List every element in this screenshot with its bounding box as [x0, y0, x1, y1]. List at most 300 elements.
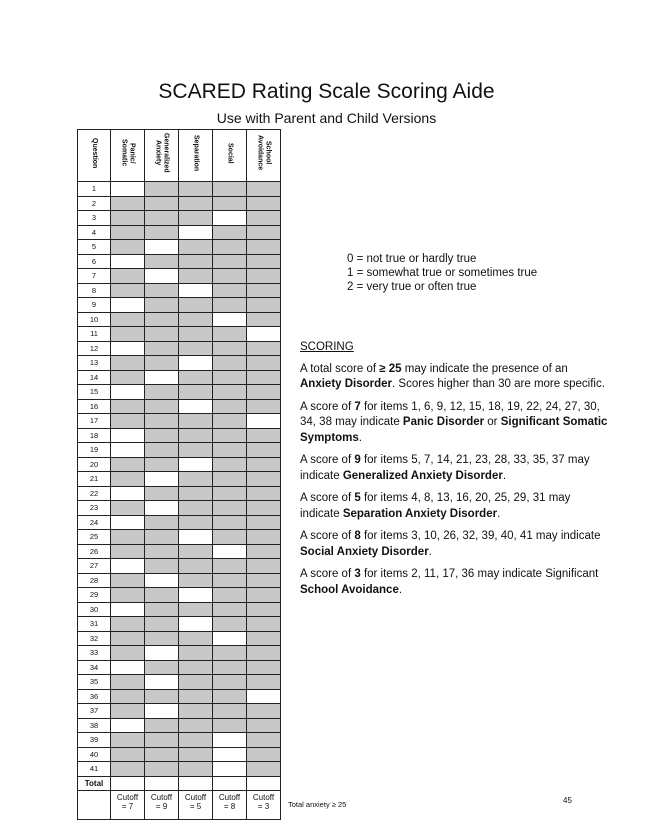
question-number: 28 [78, 573, 111, 588]
table-row [78, 443, 281, 458]
table-row [78, 225, 281, 240]
shaded-cell [213, 443, 247, 458]
score-cell[interactable] [213, 544, 247, 559]
shaded-cell [179, 472, 213, 487]
shaded-cell [145, 559, 179, 574]
shaded-cell [247, 211, 281, 226]
score-cell[interactable] [145, 472, 179, 487]
shaded-cell [247, 298, 281, 313]
score-cell[interactable] [111, 718, 145, 733]
page-subtitle: Use with Parent and Child Versions [216, 110, 437, 126]
total-cell[interactable] [247, 776, 281, 790]
shaded-cell [111, 225, 145, 240]
table-row [78, 733, 281, 748]
score-cell[interactable] [179, 225, 213, 240]
score-cell[interactable] [145, 704, 179, 719]
scoring-social: A score of 8 for items 3, 10, 26, 32, 39, 40, 41 may indicate Social Anxiety Disorder. [300, 530, 601, 558]
question-number: 7 [78, 269, 111, 284]
header-school-avoidance: School Avoidance [247, 130, 281, 182]
shaded-cell [213, 356, 247, 371]
score-cell[interactable] [179, 283, 213, 298]
scoring-panic: A score of 7 for items 1, 6, 9, 12, 15, 18, 19, 22, 24, 27, 30, 34, 38 may indicate Panic Disorder or Significant Somatic Symptoms. [300, 400, 608, 444]
shaded-cell [145, 399, 179, 414]
header-generalized-anxiety: Generalized Anxiety [145, 130, 179, 182]
table-row [78, 370, 281, 385]
shaded-cell [213, 341, 247, 356]
shaded-cell [247, 544, 281, 559]
shaded-cell [213, 675, 247, 690]
shaded-cell [213, 515, 247, 530]
question-number: 13 [78, 356, 111, 371]
shaded-cell [179, 254, 213, 269]
score-cell[interactable] [145, 646, 179, 661]
total-cell[interactable] [111, 776, 145, 790]
score-cell[interactable] [213, 312, 247, 327]
shaded-cell [111, 501, 145, 516]
question-number: 19 [78, 443, 111, 458]
table-row [78, 428, 281, 443]
shaded-cell [247, 254, 281, 269]
page-title: SCARED Rating Scale Scoring Aide [158, 80, 495, 103]
shaded-cell [213, 196, 247, 211]
shaded-cell [179, 573, 213, 588]
table-row [78, 327, 281, 342]
table-row [78, 283, 281, 298]
shaded-cell [247, 530, 281, 545]
table-row [78, 501, 281, 516]
shaded-cell [213, 718, 247, 733]
shaded-cell [179, 428, 213, 443]
question-number: 1 [78, 182, 111, 197]
question-number: 36 [78, 689, 111, 704]
score-cell[interactable] [145, 240, 179, 255]
shaded-cell [145, 283, 179, 298]
question-number: 22 [78, 486, 111, 501]
table-row [78, 312, 281, 327]
shaded-cell [213, 588, 247, 603]
shaded-cell [145, 457, 179, 472]
shaded-cell [179, 327, 213, 342]
table-row [78, 341, 281, 356]
shaded-cell [213, 385, 247, 400]
question-number: 40 [78, 747, 111, 762]
shaded-cell [213, 457, 247, 472]
shaded-cell [145, 211, 179, 226]
question-number: 21 [78, 472, 111, 487]
shaded-cell [247, 240, 281, 255]
table-row [78, 472, 281, 487]
shaded-cell [247, 312, 281, 327]
shaded-cell [247, 501, 281, 516]
shaded-cell [145, 486, 179, 501]
shaded-cell [179, 704, 213, 719]
shaded-cell [145, 327, 179, 342]
shaded-cell [247, 559, 281, 574]
cutoff-row [78, 790, 281, 819]
question-number: 33 [78, 646, 111, 661]
shaded-cell [213, 530, 247, 545]
shaded-cell [247, 675, 281, 690]
table-row [78, 660, 281, 675]
shaded-cell [213, 501, 247, 516]
question-number: 41 [78, 762, 111, 777]
shaded-cell [145, 428, 179, 443]
shaded-cell [213, 486, 247, 501]
table-row [78, 399, 281, 414]
score-cell[interactable] [145, 501, 179, 516]
shaded-cell [111, 472, 145, 487]
shaded-cell [247, 733, 281, 748]
table-row [78, 747, 281, 762]
shaded-cell [179, 501, 213, 516]
score-cell[interactable] [111, 341, 145, 356]
table-row [78, 486, 281, 501]
shaded-cell [247, 660, 281, 675]
shaded-cell [145, 225, 179, 240]
table-row [78, 559, 281, 574]
question-number: 31 [78, 617, 111, 632]
shaded-cell [111, 240, 145, 255]
question-number: 29 [78, 588, 111, 603]
question-number: 16 [78, 399, 111, 414]
shaded-cell [213, 573, 247, 588]
score-cell[interactable] [145, 675, 179, 690]
shaded-cell [179, 762, 213, 777]
scoring-generalized: A score of 9 for items 5, 7, 14, 21, 23, 28, 33, 35, 37 may indicate Generalized Anxiety Disorder. [300, 454, 590, 482]
shaded-cell [213, 269, 247, 284]
question-number: 5 [78, 240, 111, 255]
table-row [78, 182, 281, 197]
shaded-cell [145, 341, 179, 356]
score-cell[interactable] [111, 443, 145, 458]
score-cell[interactable] [179, 356, 213, 371]
shaded-cell [111, 573, 145, 588]
shaded-cell [247, 196, 281, 211]
header-separation: Separation [179, 130, 213, 182]
shaded-cell [111, 196, 145, 211]
score-cell[interactable] [179, 530, 213, 545]
score-cell[interactable] [247, 327, 281, 342]
table-row [78, 298, 281, 313]
score-cell[interactable] [111, 486, 145, 501]
scoring-grid [77, 129, 281, 820]
shaded-cell [145, 515, 179, 530]
shaded-cell [247, 457, 281, 472]
shaded-cell [213, 472, 247, 487]
cutoff-label: Cutoff = 7 [111, 790, 145, 819]
shaded-cell [145, 689, 179, 704]
header-social: Social [213, 130, 247, 182]
shaded-cell [179, 341, 213, 356]
table-row [78, 196, 281, 211]
question-number: 25 [78, 530, 111, 545]
table-row [78, 414, 281, 429]
score-cell[interactable] [145, 573, 179, 588]
total-cell[interactable] [213, 776, 247, 790]
shaded-cell [111, 675, 145, 690]
legend-item: 0 = not true or hardly true [347, 253, 477, 265]
shaded-cell [145, 762, 179, 777]
header-question: Question [78, 130, 111, 182]
shaded-cell [145, 602, 179, 617]
score-cell[interactable] [213, 733, 247, 748]
question-number: 24 [78, 515, 111, 530]
shaded-cell [179, 240, 213, 255]
shaded-cell [179, 733, 213, 748]
shaded-cell [247, 631, 281, 646]
shaded-cell [213, 660, 247, 675]
shaded-cell [111, 704, 145, 719]
table-row [78, 689, 281, 704]
grid-header-row [78, 130, 281, 182]
table-row [78, 718, 281, 733]
shaded-cell [247, 573, 281, 588]
shaded-cell [179, 675, 213, 690]
shaded-cell [145, 747, 179, 762]
question-number: 9 [78, 298, 111, 313]
shaded-cell [145, 660, 179, 675]
shaded-cell [111, 457, 145, 472]
table-row [78, 762, 281, 777]
cutoff-label: Cutoff = 5 [179, 790, 213, 819]
shaded-cell [247, 762, 281, 777]
shaded-cell [247, 269, 281, 284]
score-cell[interactable] [111, 385, 145, 400]
score-cell[interactable] [213, 211, 247, 226]
shaded-cell [179, 269, 213, 284]
total-label: Total [78, 776, 111, 790]
table-row [78, 602, 281, 617]
shaded-cell [145, 182, 179, 197]
shaded-cell [111, 588, 145, 603]
shaded-cell [179, 544, 213, 559]
shaded-cell [179, 559, 213, 574]
shaded-cell [213, 617, 247, 632]
question-number: 14 [78, 370, 111, 385]
shaded-cell [145, 617, 179, 632]
shaded-cell [247, 182, 281, 197]
table-row [78, 631, 281, 646]
shaded-cell [145, 385, 179, 400]
shaded-cell [247, 428, 281, 443]
question-number: 15 [78, 385, 111, 400]
cutoff-label: Cutoff = 8 [213, 790, 247, 819]
table-row [78, 515, 281, 530]
score-cell[interactable] [111, 559, 145, 574]
shaded-cell [179, 689, 213, 704]
shaded-cell [179, 646, 213, 661]
shaded-cell [111, 399, 145, 414]
question-number: 18 [78, 428, 111, 443]
score-cell[interactable] [179, 457, 213, 472]
shaded-cell [247, 443, 281, 458]
shaded-cell [111, 631, 145, 646]
shaded-cell [247, 747, 281, 762]
shaded-cell [145, 196, 179, 211]
total-anxiety-note: Total anxiety ≥ 25 [288, 800, 347, 809]
question-number: 4 [78, 225, 111, 240]
shaded-cell [111, 327, 145, 342]
shaded-cell [247, 588, 281, 603]
table-row [78, 704, 281, 719]
table-row [78, 240, 281, 255]
shaded-cell [213, 225, 247, 240]
shaded-cell [145, 298, 179, 313]
shaded-cell [145, 733, 179, 748]
cutoff-label: Cutoff = 3 [247, 790, 281, 819]
shaded-cell [179, 182, 213, 197]
question-number: 37 [78, 704, 111, 719]
shaded-cell [179, 443, 213, 458]
question-number: 2 [78, 196, 111, 211]
shaded-cell [145, 414, 179, 429]
shaded-cell [145, 544, 179, 559]
shaded-cell [111, 312, 145, 327]
shaded-cell [213, 689, 247, 704]
shaded-cell [179, 196, 213, 211]
score-cell[interactable] [111, 515, 145, 530]
shaded-cell [213, 399, 247, 414]
cutoff-blank [78, 790, 111, 819]
score-cell[interactable] [247, 689, 281, 704]
total-cell[interactable] [179, 776, 213, 790]
shaded-cell [179, 385, 213, 400]
score-cell[interactable] [179, 588, 213, 603]
table-row [78, 617, 281, 632]
score-cell[interactable] [213, 762, 247, 777]
shaded-cell [179, 370, 213, 385]
shaded-cell [247, 399, 281, 414]
score-cell[interactable] [145, 269, 179, 284]
shaded-cell [247, 225, 281, 240]
shaded-cell [111, 617, 145, 632]
shaded-cell [213, 602, 247, 617]
score-cell[interactable] [213, 747, 247, 762]
total-cell[interactable] [145, 776, 179, 790]
shaded-cell [213, 370, 247, 385]
score-cell[interactable] [247, 414, 281, 429]
shaded-cell [145, 718, 179, 733]
question-number: 10 [78, 312, 111, 327]
question-number: 27 [78, 559, 111, 574]
shaded-cell [179, 312, 213, 327]
table-row [78, 530, 281, 545]
table-row [78, 211, 281, 226]
shaded-cell [213, 414, 247, 429]
shaded-cell [179, 515, 213, 530]
shaded-cell [145, 588, 179, 603]
shaded-cell [213, 254, 247, 269]
question-number: 3 [78, 211, 111, 226]
shaded-cell [247, 486, 281, 501]
shaded-cell [247, 283, 281, 298]
question-number: 8 [78, 283, 111, 298]
question-number: 38 [78, 718, 111, 733]
score-cell[interactable] [111, 660, 145, 675]
scoring-heading: SCORING [300, 341, 354, 353]
table-row [78, 254, 281, 269]
shaded-cell [145, 312, 179, 327]
table-row [78, 588, 281, 603]
shaded-cell [247, 515, 281, 530]
score-cell[interactable] [111, 254, 145, 269]
question-number: 11 [78, 327, 111, 342]
shaded-cell [111, 530, 145, 545]
shaded-cell [111, 211, 145, 226]
question-number: 12 [78, 341, 111, 356]
shaded-cell [179, 211, 213, 226]
shaded-cell [247, 646, 281, 661]
shaded-cell [179, 660, 213, 675]
shaded-cell [111, 689, 145, 704]
table-row [78, 573, 281, 588]
question-number: 35 [78, 675, 111, 690]
shaded-cell [145, 356, 179, 371]
score-cell[interactable] [111, 602, 145, 617]
question-number: 17 [78, 414, 111, 429]
shaded-cell [111, 544, 145, 559]
score-cell[interactable] [213, 631, 247, 646]
shaded-cell [145, 530, 179, 545]
score-cell[interactable] [111, 182, 145, 197]
shaded-cell [247, 472, 281, 487]
shaded-cell [179, 414, 213, 429]
shaded-cell [179, 298, 213, 313]
table-row [78, 646, 281, 661]
table-row [78, 675, 281, 690]
score-cell[interactable] [111, 298, 145, 313]
legend-item: 1 = somewhat true or sometimes true [347, 267, 538, 279]
score-cell[interactable] [111, 428, 145, 443]
shaded-cell [111, 733, 145, 748]
table-row [78, 544, 281, 559]
shaded-cell [179, 718, 213, 733]
table-row [78, 385, 281, 400]
score-cell[interactable] [179, 399, 213, 414]
shaded-cell [213, 240, 247, 255]
shaded-cell [179, 602, 213, 617]
scoring-separation: A score of 5 for items 4, 8, 13, 16, 20, 25, 29, 31 may indicate Separation Anxiety Disorder. [300, 492, 571, 520]
table-row [78, 269, 281, 284]
shaded-cell [213, 283, 247, 298]
table-row [78, 356, 281, 371]
shaded-cell [111, 283, 145, 298]
shaded-cell [213, 182, 247, 197]
table-row [78, 457, 281, 472]
question-number: 30 [78, 602, 111, 617]
question-number: 20 [78, 457, 111, 472]
question-number: 39 [78, 733, 111, 748]
shaded-cell [111, 414, 145, 429]
score-cell[interactable] [145, 370, 179, 385]
shaded-cell [247, 704, 281, 719]
shaded-cell [111, 370, 145, 385]
question-number: 6 [78, 254, 111, 269]
scoring-total: A total score of ≥ 25 may indicate the presence of an Anxiety Disorder. Scores higher than 30 are more specific. [300, 362, 605, 390]
header-panic-somatic: Panic/ Somatic [111, 130, 145, 182]
shaded-cell [247, 602, 281, 617]
shaded-cell [247, 370, 281, 385]
shaded-cell [213, 298, 247, 313]
shaded-cell [111, 762, 145, 777]
shaded-cell [213, 327, 247, 342]
score-cell[interactable] [179, 617, 213, 632]
shaded-cell [247, 341, 281, 356]
shaded-cell [145, 443, 179, 458]
shaded-cell [145, 631, 179, 646]
shaded-cell [179, 486, 213, 501]
shaded-cell [213, 646, 247, 661]
